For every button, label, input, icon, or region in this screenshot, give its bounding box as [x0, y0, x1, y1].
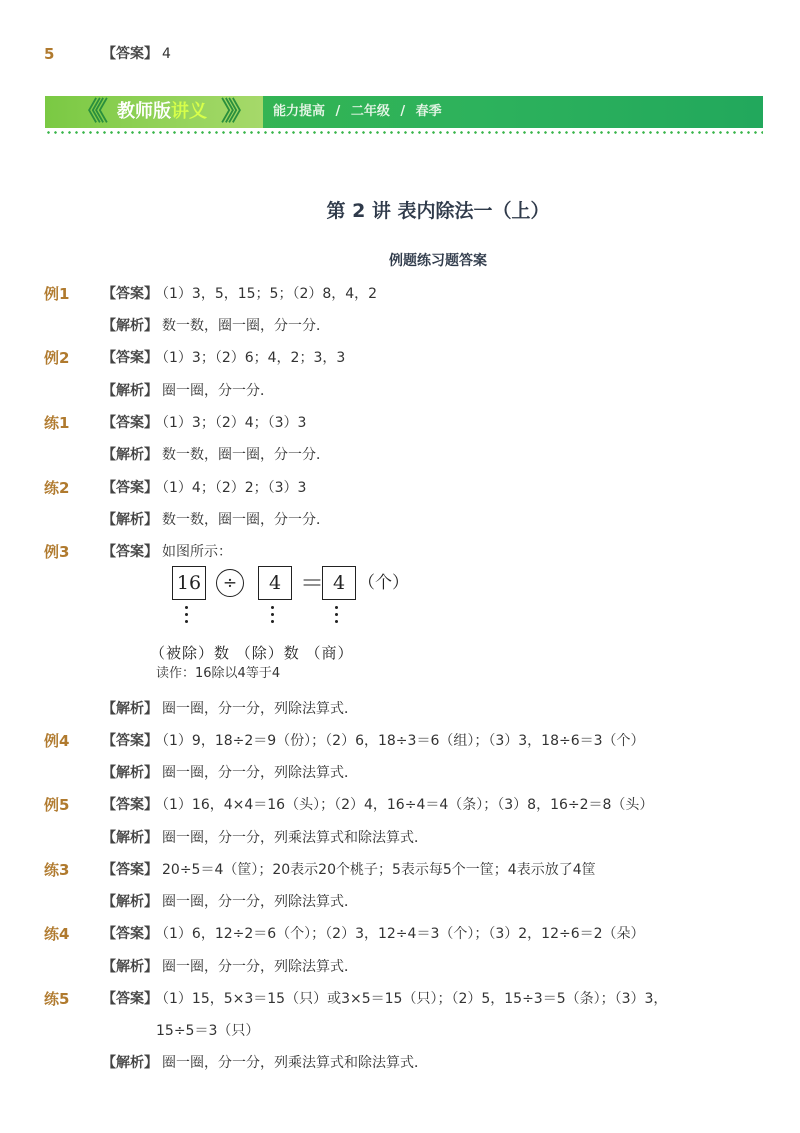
- term-names: （被除）数 （除）数 （商）: [150, 644, 354, 662]
- division-figure: [150, 566, 430, 666]
- analysis-text: 圈一圈，分一分，列除法算式．: [162, 765, 358, 781]
- answer-text: （1）15，5×3＝15（只）或3×5＝15（只）；（2）5，15÷3＝5（条）；（3）3，: [162, 991, 668, 1007]
- answer-text: 如图所示：: [162, 544, 232, 560]
- section-title: 例题练习题答案: [389, 253, 487, 269]
- item-label: 例4: [44, 732, 70, 750]
- item-label: 练3: [44, 861, 70, 879]
- answer-tag: 【答案】: [102, 46, 158, 62]
- answer-text: （1）9，18÷2＝9（份）；（2）6，18÷3＝6（组）；（3）3，18÷6＝3（个）: [162, 733, 645, 749]
- answer-text: （1）3；（2）4；（3）3: [162, 415, 307, 431]
- answer-text: 15÷5＝3（只）: [156, 1023, 260, 1039]
- answer-text: （1）16，4×4＝16（头）；（2）4，16÷4＝4（条）；（3）8，16÷2＝8（头）: [162, 797, 654, 813]
- dots-icon: [184, 606, 190, 627]
- header-band: [45, 96, 763, 128]
- item-label: 练2: [44, 479, 70, 497]
- analysis-text: 数一数，圈一圈，分一分．: [162, 447, 330, 463]
- item-label: 例1: [44, 285, 70, 303]
- item-label: 练4: [44, 925, 70, 943]
- unit-label: （个）: [358, 573, 409, 593]
- answer-text: （1）6，12÷2＝6（个）；（2）3，12÷4＝3（个）；（3）2，12÷6＝2（朵）: [162, 926, 645, 942]
- dotted-divider: [45, 131, 763, 134]
- analysis-text: 圈一圈，分一分，列除法算式．: [162, 894, 358, 910]
- item-label: 练5: [44, 990, 70, 1008]
- reading-text: 读作：16除以4等于4: [156, 666, 281, 681]
- quotient-box: 4: [322, 566, 356, 600]
- answer-text: 4: [162, 46, 171, 62]
- dots-icon: [270, 606, 276, 627]
- answer-text: （1）4；（2）2；（3）3: [162, 480, 307, 496]
- header-title: 教师版讲义: [117, 101, 207, 122]
- analysis-text: 圈一圈，分一分，列乘法算式和除法算式．: [162, 830, 428, 846]
- chevrons-right-icon: 》》: [221, 97, 249, 127]
- analysis-text: 圈一圈，分一分，列除法算式．: [162, 701, 358, 717]
- analysis-text: 圈一圈，分一分，列除法算式．: [162, 959, 358, 975]
- equals-sign: ＝: [300, 569, 324, 597]
- division-sign: ÷: [216, 569, 244, 597]
- item-label: 5: [44, 45, 55, 63]
- analysis-text: 圈一圈，分一分．: [162, 383, 274, 399]
- lecture-title: 第 2 讲 表内除法一（上）: [326, 200, 550, 222]
- answer-text: 20÷5＝4（筐）；20表示20个桃子；5表示每5个一筐；4表示放了4筐: [162, 862, 596, 878]
- analysis-text: 圈一圈，分一分，列乘法算式和除法算式．: [162, 1055, 428, 1071]
- breadcrumb: 能力提高 / 二年级 / 春季: [273, 104, 442, 119]
- answer-text: （1）3，5，15；5；（2）8，4，2: [162, 286, 378, 302]
- analysis-text: 数一数，圈一圈，分一分．: [162, 512, 330, 528]
- item-label: 例3: [44, 543, 70, 561]
- divisor-box: 4: [258, 566, 292, 600]
- item-label: 练1: [44, 414, 70, 432]
- dots-icon: [334, 606, 340, 627]
- item-label: 例2: [44, 349, 70, 367]
- chevrons-left-icon: 《《: [75, 97, 103, 127]
- dividend-box: 16: [172, 566, 206, 600]
- analysis-text: 数一数，圈一圈，分一分．: [162, 318, 330, 334]
- item-label: 例5: [44, 796, 70, 814]
- answer-text: （1）3；（2）6；4，2；3，3: [162, 350, 346, 366]
